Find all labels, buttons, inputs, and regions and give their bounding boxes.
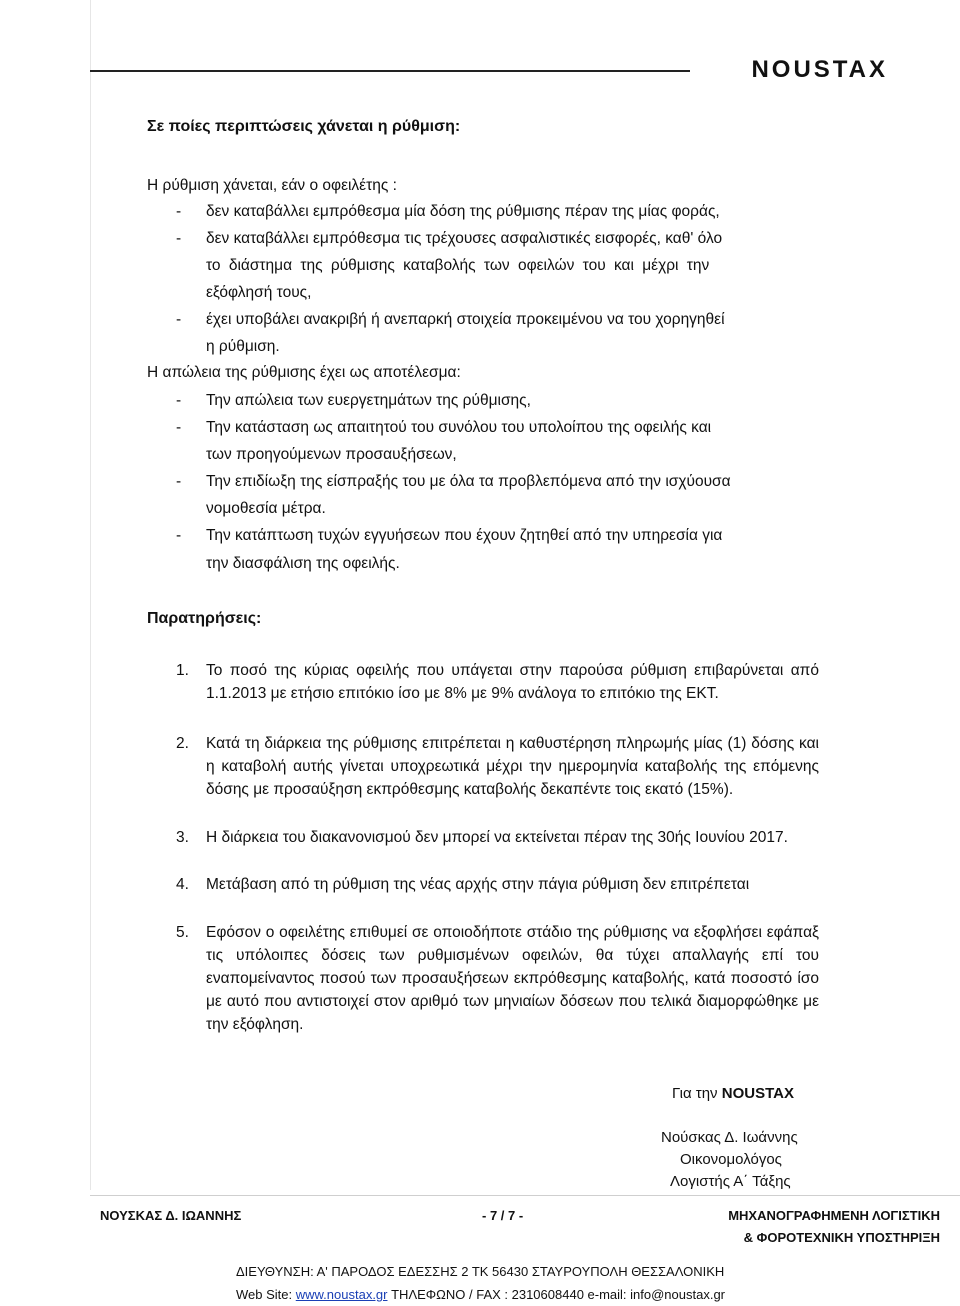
list-item-continued: η ρύθμιση.	[206, 338, 280, 355]
note-text: Το ποσό της κύριας οφειλής που υπάγεται στην παρούσα ρύθμιση επιβαρύνεται από 1.1.2013 με ετήσιο επιτόκιο ίσο με 8% με 9% ανάλογα το επιτόκιο της ΕΚΤ.	[206, 662, 819, 702]
footer-contact: Web Site: www.noustax.gr ΤΗΛΕΦΩΝΟ / FAX : 2310608440 e-mail: info@noustax.gr	[236, 1287, 726, 1302]
list-item-continued: το διάστημα της ρύθμισης καταβολής των οφειλών του και μέχρι την	[206, 257, 710, 274]
list-item-continued: την διασφάλιση της οφειλής.	[206, 555, 400, 572]
note-number: 3.	[176, 829, 189, 846]
signature-company: NOUSTAX	[721, 1085, 794, 1102]
section-intro: Η απώλεια της ρύθμισης έχει ως αποτέλεσμα:	[147, 364, 461, 381]
signature-for: Για την NOUSTAX	[672, 1085, 794, 1102]
footer-service-line2: & ΦΟΡΟΤΕΧΝΙΚΗ ΥΠΟΣΤΗΡΙΞΗ	[743, 1230, 940, 1245]
list-item-continued: εξόφλησή τους,	[206, 284, 312, 301]
list-item: - δεν καταβάλλει εμπρόθεσμα μία δόση της ρύθμισης πέραν της μίας φοράς,	[176, 203, 720, 220]
notes-heading: Παρατηρήσεις:	[147, 610, 262, 627]
note-text: Η διάρκεια του διακανονισμού δεν μπορεί να εκτείνεται πέραν της 30ής Ιουνίου 2017.	[206, 829, 788, 846]
list-item: - δεν καταβάλλει εμπρόθεσμα τις τρέχουσες ασφαλιστικές εισφορές, καθ' όλο	[176, 230, 723, 247]
note-text: Εφόσον ο οφειλέτης επιθυμεί σε οποιοδήποτε στάδιο της ρύθμισης να εξοφλήσει εφάπαξ τις υπόλοιπες δόσεις των ρυθμισμένων οφειλών, θα τύχει απαλλαγής επί του εναπομείναντος ποσού των προσαυξήσεων εκπρόθεσμης καταβολής, κατά ποσοστό ίσο με αυτό που αντιστοιχεί στον αριθμό των μηνιαίων δόσεων που τελικά διαμορφώθηκε με την εξόφληση.	[206, 924, 819, 1033]
list-item-continued: των προηγούμενων προσαυξήσεων,	[206, 446, 457, 463]
note-number: 4.	[176, 876, 189, 893]
list-item: - έχει υποβάλει ανακριβή ή ανεπαρκή στοιχεία προκειμένου να του χορηγηθεί	[176, 311, 725, 328]
note-number: 5.	[176, 924, 189, 941]
note-text: Κατά τη διάρκεια της ρύθμισης επιτρέπεται η καθυστέρηση πληρωμής μίας (1) δόσης και η καταβολή αυτής γίνεται υποχρεωτικά μέχρι την ημερομηνία καταβολής της επόμενης δόσης με προσαύξηση εκπρόθεσμης καταβολής δεκαπέντε τοις εκατό (15%).	[206, 735, 819, 798]
footer-rule	[90, 1195, 960, 1196]
section-intro: Η ρύθμιση χάνεται, εάν ο οφειλέτης :	[147, 177, 397, 194]
list-item: - Την κατάπτωση τυχών εγγυήσεων που έχουν ζητηθεί από την υπηρεσία για	[176, 527, 723, 544]
signature-title: Οικονομολόγος	[680, 1151, 782, 1168]
footer-address: ΔΙΕΥΘΥΝΣΗ: Α' ΠΑΡΟΔΟΣ ΕΔΕΣΣΗΣ 2 ΤΚ 56430 ΣΤΑΥΡΟΥΠΟΛΗ ΘΕΣΣΑΛΟΝΙΚΗ	[236, 1264, 725, 1279]
page-number: - 7 / 7 -	[482, 1208, 524, 1223]
list-item: - Την απώλεια των ευεργετημάτων της ρύθμισης,	[176, 392, 531, 409]
note-text: Μετάβαση από τη ρύθμιση της νέας αρχής στην πάγια ρύθμιση δεν επιτρέπεται	[206, 876, 750, 893]
note-number: 2.	[176, 735, 189, 752]
left-margin-line	[90, 0, 91, 1190]
header-rule	[90, 70, 690, 72]
signature-name: Νούσκας Δ. Ιωάννης	[661, 1129, 798, 1146]
section-heading-lost: Σε ποίες περιπτώσεις χάνεται η ρύθμιση:	[147, 118, 461, 135]
company-logo: NOUSTAX	[751, 56, 888, 83]
footer-owner: ΝΟΥΣΚΑΣ Δ. ΙΩΑΝΝΗΣ	[100, 1208, 242, 1223]
website-link[interactable]: www.noustax.gr	[295, 1287, 388, 1302]
list-item-continued: νομοθεσία μέτρα.	[206, 500, 326, 517]
list-item: - Την επιδίωξη της είσπραξής του με όλα τα προβλεπόμενα από την ισχύουσα	[176, 473, 731, 490]
list-item: - Την κατάσταση ως απαιτητού του συνόλου του υπολοίπου της οφειλής και	[176, 419, 712, 436]
signature-role: Λογιστής Α΄ Τάξης	[670, 1173, 791, 1190]
footer-service-line1: ΜΗΧΑΝΟΓΡΑΦΗΜΕΝΗ ΛΟΓΙΣΤΙΚΗ	[728, 1208, 940, 1223]
note-number: 1.	[176, 662, 189, 679]
